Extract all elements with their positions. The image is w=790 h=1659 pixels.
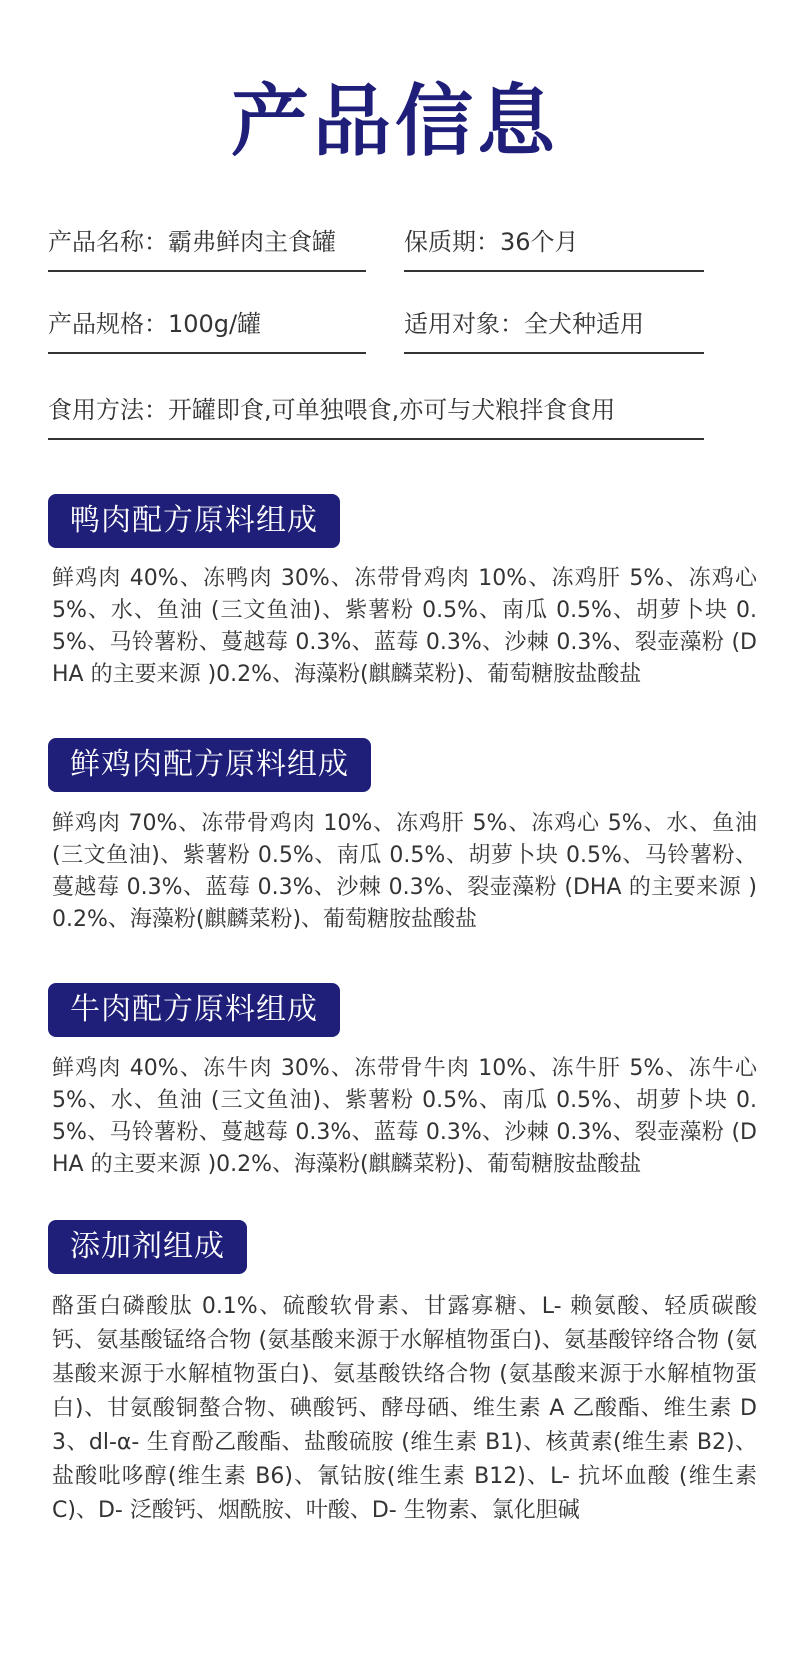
shelf-life-field: 保质期：36个月 (404, 222, 704, 272)
page-title: 产品信息 (230, 77, 559, 167)
section-heading-chicken: 鲜鸡肉配方原料组成 (48, 738, 371, 792)
section-text-chicken: 鲜鸡肉 70%、冻带骨鸡肉 10%、冻鸡肝 5%、冻鸡心 5%、水、鱼油(三文鱼油)、紫薯粉 0.5%、南瓜 0.5%、胡萝卜块 0.5%、马铃薯粉、蔓越莓 0.3%、蓝莓 0.3%、沙棘 0.3%、裂壶藻粉 (DHA 的主要来源 ) 0.2%、海藻粉(麒麟菜粉)、葡萄糖胺盐酸盐 (52, 811, 757, 932)
product-name-field: 产品名称：霸弗鲜肉主食罐 (48, 222, 366, 272)
section-heading-additives: 添加剂组成 (48, 1220, 247, 1274)
section-heading-beef: 牛肉配方原料组成 (48, 983, 340, 1037)
section-text-beef: 鲜鸡肉 40%、冻牛肉 30%、冻带骨牛肉 10%、冻牛肝 5%、冻牛心 5%、水、鱼油 (三文鱼油)、紫薯粉 0.5%、南瓜 0.5%、胡萝卜块 0.5%、马铃薯粉、蔓越莓 0.3%、蓝莓 0.3%、沙棘 0.3%、裂壶藻粉 (DHA 的主要来源 )0.2%、海藻粉(麒麟菜粉)、葡萄糖胺盐酸盐 (52, 1056, 757, 1177)
section-text-additives: 酪蛋白磷酸肽 0.1%、硫酸软骨素、甘露寡糖、L- 赖氨酸、轻质碳酸钙、氨基酸锰络合物 (氨基酸来源于水解植物蛋白)、氨基酸锌络合物 (氨基酸来源于水解植物蛋白)、氨基酸铁络合物 (氨基酸来源于水解植物蛋白)、甘氨酸铜螯合物、碘酸钙、酵母硒、维生素 A 乙酸酯、维生素 D3、dl-α- 生育酚乙酸酯、盐酸硫胺 (维生素 B1)、核黄素(维生素 B2)、盐酸吡哆醇(维生素 B6)、氰钴胺(维生素 B12)、L- 抗坏血酸 (维生素 C)、D- 泛酸钙、烟酰胺、叶酸、D- 生物素、氯化胆碱 (52, 1294, 757, 1523)
target-audience-field: 适用对象：全犬种适用 (404, 304, 704, 354)
section-text-duck: 鲜鸡肉 40%、冻鸭肉 30%、冻带骨鸡肉 10%、冻鸡肝 5%、冻鸡心 5%、水、鱼油 (三文鱼油)、紫薯粉 0.5%、南瓜 0.5%、胡萝卜块 0.5%、马铃薯粉、蔓越莓 0.3%、蓝莓 0.3%、沙棘 0.3%、裂壶藻粉 (DHA 的主要来源 )0.2%、海藻粉(麒麟菜粉)、葡萄糖胺盐酸盐 (52, 566, 757, 687)
section-heading-duck: 鸭肉配方原料组成 (48, 494, 340, 548)
product-spec-field: 产品规格：100g/罐 (48, 304, 366, 354)
usage-field: 食用方法：开罐即食,可单独喂食,亦可与犬粮拌食食用 (48, 390, 704, 440)
